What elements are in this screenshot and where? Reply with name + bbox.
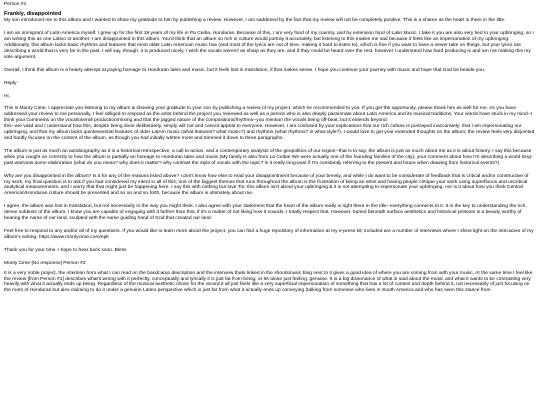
review-paragraph: My son introduced me to this album and I wanted to show my gratitude to him by publishing a review. However, I am saddened by the fact that my review will not be completely positive. This is a shame as the heart is there in the title. [4,18,506,24]
signature-line: Monty Cime [No response] Person #2 [4,260,86,266]
review-title: Frankly, disappointed [4,10,62,17]
reply-paragraph: The album is just as much an autobiography as it is a historical retrospective, a call to action, and a contemporary analysis of the geopolitics of our region--that is to say, the album is just as much about me as it is about history. I say this because while you caught on correctly to how the album is partially an homage to Honduran tales and music (My family is also from La Ceiba! We were actually one of the founding families of the city), your comment about how I'm describing a world long-past warrants some elaboration (what do you mean? why does it matter? why contrast the style of vocals with the topic? is it really long-past if I'm constantly referring to the present and future when drawing from historical events?) [4,148,533,166]
review-paragraph: Overall, I think this album is a hearty attempt at paying homage to Honduran tales and music, but it feels lost in translation, if that makes sense. I hope you continue your journey with music and hope that God be beside you. [4,67,486,73]
reply-label: Reply: [4,80,18,86]
reply-greeting: Hi, [4,93,10,99]
reply-paragraph: This is Monty Cime, I appreciate you listening to my album & showing your gratitude to your son by publishing a review of my project, which he recommended to you. If you get the opportunity, please thank him as well for me. As you have addressed your review to me personally, I feel obliged to respond as the artist behind the project you reviewed as well as a person who is also deeply passionate about Latin America and its musical traditions. Your words have stuck in my mind--I think your comments on the vocal/overall production/mixing and that the jagged nature of the compositions/rhythms--you mention the vocals being off-beat, but it extends beyond this--are valid and I understand how this, despite being done deliberately, simply will not and cannot appeal to everyone. However, I am confused by your implications that our rich culture is portrayed inaccurately; that I am impersonating our upbringing, and that my album lacks quintessential features of older LatAm music (what features? what music?) and rhythms (what rhythms? in what style?). I would love to get your extended thoughts on the album; the review feels very disjointed and hardly focuses on the content of the album, as though you had initially written more and trimmed it down to three paragraphs. [4,106,535,141]
reply-paragraph: Why are you disappointed in the album? Is it for any of the reasons listed above? I don't know how else to read your disappointment because of your brevity, and while I do want to be considerate of feedback that is critical and/or constructive of my work, my final question is to ask if you had considered my intent in all of this; one of the biggest themes that runs throughout the album is the frustration of being an artist and having people critique your work using superfluous and uncritical analytical measurements, and I worry that that might just be happening here. I say this with nothing but love Tio: this album isn't about your upbringing & it is not attempting to impersonate your upbringing, nor is it about how you think Central American/Honduran culture should be presented and so on and so forth, because the album is ultimately about me. [4,173,530,197]
person2-paragraph: It is a very noble project, the intention from what I can read on the bandcamp description and the interview thats linked in the shoutsmusic blog next to it gives a good idea of where you are coming from with your music. At the same time I feel like the review [from Person #1] describes what's wrong with it perfectly, conceptually and lyrically it is just far from being, or let alone just feeling, genuine. It is a big dissonance of what is said about the music and what it wants to be contrasting very heavily with what it actually ends up being. Regardless of the musical aesthetic chose for the record it all just feels like a very superficial impersonation of something that has a lot of context and depth behind it, not necessarily of just focusing on the roots of Honduras but also claiming to do it under a genuine Latino perspective which is just far from what it actually ends up conveying (talking from someone who lives in South America and who has seen this stance from [4,270,534,294]
review-paragraph: I am an immigrant of Latin America myself. I grew up for the first 19 years of my life in Pa Ceiba, Honduras. Because of this, I am very fond of my country, and by extension fond of Latin Music. I take it you are also very tied to your upbringing, so I am writing this as one Latino to another. I am disappointed in this album. You'd think that an album so rich in culture would portray it accurately, but listening to this makes me sad because it feels like an impersonation of my upbringing. Additionally, this album lacks basic rhythms and features that most older Latin American music has (and most of the lyrics are out of time, making it hard to listen to), which is fine if you want to have a newer take on things, but your lyrics are describing a world that is very far in the past. I will say, though, it is produced nicely. I wish the vocals weren't as sharp as they are, and if they could be heard over the rest, however I understand how hard producing is and am not making this my sole argument. [4,31,536,60]
reply-closing: Thank you for your time. I hope to hear back soon. Bless [4,247,127,253]
reply-paragraph: I agree, the album was lost in translation, but not necessarily in the way you might think. I also agree with your statement that the heart of the album really is right there in the title--everything connects to it. It is the key to understanding the rich, dense subtexts of the album. I know you are capable of engaging with it further than this; if it's a matter of not liking how it sounds, I totally respect that. However, buried beneath surface aesthetics and historical pretexts is a beauty worthy of bearing the name of our land, sculpted with the same guiding hand of God that created our land. [4,204,529,222]
reply-paragraph: Feel free to respond to any and/or all of my questions. If you would like to learn more about the project, you can find a huge repository of information at my e-press kit; included are a number of interviews where I shine light on the intricacies of my album's writing. https://www.montycime.com/epk [4,228,535,240]
person1-label: Person #1 [4,2,27,7]
